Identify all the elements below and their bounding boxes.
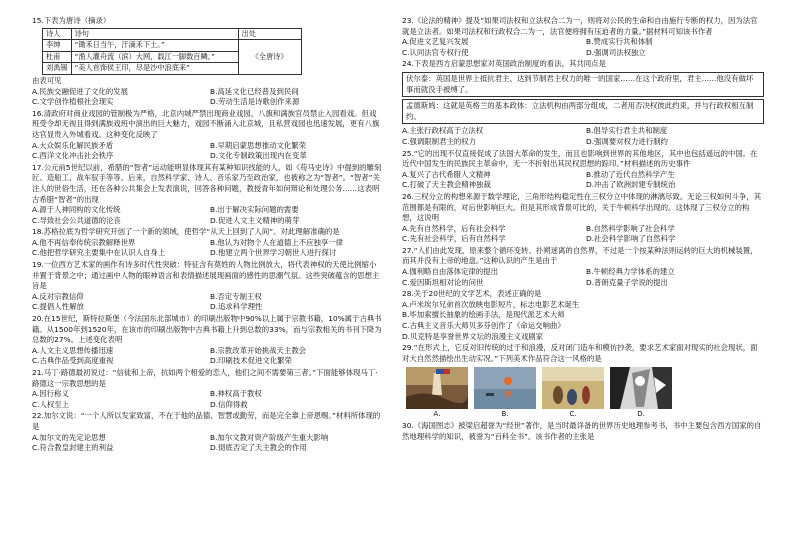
painting-option-b[interactable] xyxy=(474,367,536,420)
option-a[interactable]: A.他不再信奉传统宗教解释世界 xyxy=(32,237,136,247)
question-stem: 24.下表是西方启蒙思想家对英国政治制度的看法，其共同点是 xyxy=(402,59,606,69)
painting-option-a[interactable] xyxy=(406,367,468,420)
options xyxy=(402,126,764,147)
quote-box xyxy=(402,72,764,97)
option-c[interactable]: C.提倡人性解放 xyxy=(32,302,84,312)
option-d[interactable]: D.促进人文主义精神的萌芽 xyxy=(210,215,300,225)
question-tail: 由表可见 xyxy=(32,75,62,85)
question-18 xyxy=(32,227,382,259)
option-c[interactable]: C.人权至上 xyxy=(32,399,70,409)
question-23 xyxy=(402,16,764,58)
option-d[interactable]: D.贝克特是享誉世界文坛的浪漫主义戏剧家 xyxy=(402,331,544,341)
poem-table xyxy=(42,28,302,75)
option-label: C. xyxy=(569,410,577,419)
question-15 xyxy=(32,16,382,108)
option-b[interactable]: B.否定专制王权 xyxy=(210,291,262,301)
option-a[interactable]: A.主张行政权高于立法权 xyxy=(402,126,484,136)
option-c[interactable]: C.古典主义音乐大师贝多芬创作了《命运交响曲》 xyxy=(402,321,565,331)
question-25 xyxy=(402,149,764,191)
option-d[interactable]: D.他建立两个世界学习朝世人进行探讨 xyxy=(210,248,337,258)
question-stem: 17.公元前5世纪以前，希腊的“智者”运动能明显体现其有某种知识找能的人，如《苟马史诗》中提到的雕刻匠、造船工、战车驭手等等。后来，自然科学家、诗人、音乐家乃至政治家，也被称之为“智者”。“智者”关注人的世俗生活，还在各种公共集会上发表演说，回答各种问题，教授青年如何辩论和处理公务……这表明古希腊“智者”的出现 xyxy=(32,162,382,204)
options xyxy=(32,238,382,259)
quote-montesquieu: 孟德斯鸠：这就是英格兰的基本政体：立法机构由两部分组成，二者用否决权彼此约束，并与行政权相互制约。 xyxy=(406,101,754,121)
option-b[interactable]: B.毕加索擅长抽象的绘画手法，是现代派艺术大师 xyxy=(402,310,565,320)
table-cell-poet: 李绅 xyxy=(43,40,72,52)
question-stem: 20.在15世纪，斯特拉斯堡（今法国东北部城市）的印刷出版物中90%以上属于宗教书籍，10%属于古典书籍。从1500年到1520年，在该市的印刷出版物中古典书籍上升到总数的33%，而与宗教相关的书刊下降为总数的27%。上述变化表明 xyxy=(32,314,382,345)
option-d[interactable]: D.强调要对权力进行制约 xyxy=(586,136,668,146)
question-stem: 16.清政府对商业戏园的管制极为严格，北京内城严禁出现商业戏园，八旗和满族官员禁止入园看戏。但戏班受令却无视且得到满族戏班中演出的巨大魅力，戏园不断涌入北京城，且私营戏园也迅速发展，更有八旗达官显贵入外城看戏。这种变化反映了 xyxy=(32,108,380,139)
option-a[interactable]: A.反对宗教信仰 xyxy=(32,291,84,301)
option-d[interactable]: D.追求科学理性 xyxy=(210,302,263,312)
question-stem: 29.“在形式上，它反对旧传统的过于和浪漫，反对闭门造车和模仿抄袭，要求艺术家面对现实的社会现状，面对大自然然描绘出生动实况。”下列美术作品符合这一风格的是 xyxy=(402,343,758,363)
option-c[interactable]: C.西洋文化冲击社会秩序 xyxy=(32,151,114,161)
option-a[interactable]: A.源于人神同构的文化传统 xyxy=(32,205,121,215)
options xyxy=(32,205,382,226)
option-d[interactable]: D.彻底否定了天主教会的作用 xyxy=(210,443,307,453)
question-stem: 30.《海国图志》被梁启超誉为“经世”著作，是当时最详备的世界历史地理参考书，书中主要包含西方国家的自然地理科学的知识，被誉为“百科全书”。该书作者的主张是 xyxy=(402,421,762,441)
question-17 xyxy=(32,163,382,227)
option-b[interactable]: B.牛顿经典力学体系的建立 xyxy=(586,267,675,277)
option-a[interactable]: A.加尔文的先定论思想 xyxy=(32,432,106,442)
options xyxy=(32,346,382,367)
option-c[interactable]: C.爱因斯坦相对论的问世 xyxy=(402,277,484,287)
option-a[interactable]: A.民族交融促进了文化的发展 xyxy=(32,86,128,96)
table-cell-source: 《全唐诗》 xyxy=(238,40,301,75)
question-stem: 27.“人们由此发现，原来整个循环变转、扑朔迷离的自然界，不过是一个按某种法则运转的巨大的机械装置，而其并没有上帝的地盘。”这种认识的产生是由于 xyxy=(402,245,758,266)
option-b[interactable]: B.赞成实行共和体制 xyxy=(586,37,653,47)
option-b[interactable]: B.出于解决实际问题的需要 xyxy=(210,205,299,215)
option-d[interactable]: D.劳动生活是诗歌创作来源 xyxy=(210,97,300,107)
option-c[interactable]: C.符合教皇封建主的利益 xyxy=(32,443,114,453)
option-label: A. xyxy=(433,410,441,419)
option-d[interactable]: D.普朗克量子学说的提出 xyxy=(586,277,668,287)
question-stem: 23.《论法的精神》提及“如果司法权和立法权合二为一，则将对公民的生命和自由施行专断的权力，因为法官就是立法者。如果司法权和行政权合二为一，法官便将拥有压迫者的力量。”据材料可知该书作者 xyxy=(402,16,758,36)
option-b[interactable]: B.他认为对物个人在道德上不应独享一律 xyxy=(210,237,344,247)
question-30 xyxy=(402,421,764,442)
quote-box xyxy=(402,99,764,124)
question-stem: 26.三权分立的构想来源于数学理论，三角形结构稳定性在三权分立中体现的淋漓尽致。无论三权如何斗争，其范围都是有限的，对后世影响巨大。但是其形成背景可比的，关于牛顿科学出现的。这体现了三权分立的构想，这说明 xyxy=(402,191,762,223)
question-stem: 21.马丁·路德最初说过：“信徒和上帝，抗如两个相爱的恋人，他们之间不需要第三者。”下面能够体现马丁·路德这一宗教思想的是 xyxy=(32,368,378,388)
painting-option-d[interactable] xyxy=(610,367,672,420)
question-stem: 15.下表为唐诗（摘录） xyxy=(32,16,111,25)
option-c[interactable]: C.导致社会公共道德的沦丧 xyxy=(32,215,121,225)
option-label: B. xyxy=(501,410,509,419)
option-b[interactable]: B.早期启蒙思想推动文化繁荣 xyxy=(210,140,307,150)
question-26 xyxy=(402,192,764,245)
table-cell-poet: 刘禹锡 xyxy=(43,63,72,75)
table-cell-line: “锄禾日当午，汗滴禾下土。” xyxy=(71,40,238,52)
options xyxy=(32,141,382,162)
options xyxy=(402,224,764,245)
options xyxy=(32,292,382,313)
option-a[interactable]: A.复兴了古代希腊人文精神 xyxy=(402,169,491,179)
left-column xyxy=(32,16,382,455)
option-a[interactable]: A.因行称义 xyxy=(32,389,69,399)
option-d[interactable]: D.强调司法权独立 xyxy=(586,47,646,57)
question-27 xyxy=(402,246,764,288)
option-b[interactable]: B.推动了近代自然科学产生 xyxy=(586,169,675,179)
painting-guernica-icon xyxy=(610,367,672,409)
table-cell-line: “美人首饰侯王印，尽是沙中浪底来” xyxy=(71,63,238,75)
option-a[interactable]: A.促进文艺复兴发展 xyxy=(402,37,469,47)
option-c[interactable]: C.打破了天主教会精神独裁 xyxy=(402,180,491,190)
option-c[interactable]: C.认同法官专权行使 xyxy=(402,47,469,57)
painting-row xyxy=(406,367,764,420)
option-c[interactable]: C.他把哲学研究主要集中在认识人自身上 xyxy=(32,248,166,258)
option-c[interactable]: C.文学创作植根社会现实 xyxy=(32,97,114,107)
option-b[interactable]: B.倡导实行君主共和制度 xyxy=(586,126,668,136)
options xyxy=(402,267,764,288)
question-stem: 19.一位西方艺术家的画作有诗多时代性突破：特征含有莫姓的人物比例放大，将代表神权的天使比例缩小并置于背景之中；通过画中人物的眼神语言和表情描述展现画面的感性的思潮气氛。这些突破蕴含的思想主旨是 xyxy=(32,260,380,291)
table-header-source: 出处 xyxy=(238,28,301,40)
table-header-poet: 诗人 xyxy=(43,28,72,40)
painting-liberty-icon xyxy=(406,367,468,409)
options xyxy=(32,389,382,410)
question-20 xyxy=(32,314,382,367)
painting-option-c[interactable] xyxy=(542,367,604,420)
option-c[interactable]: C.先有社会科学，后有自然科学 xyxy=(402,234,506,244)
question-29 xyxy=(402,343,764,420)
painting-sunrise-icon xyxy=(474,367,536,409)
painting-gleaners-icon xyxy=(542,367,604,409)
question-stem: 28.关于20世纪的文学艺术，表述正确的是 xyxy=(402,289,542,299)
option-b[interactable]: B.自然科学影响了社会科学 xyxy=(586,223,675,233)
options xyxy=(402,300,764,342)
option-label: D. xyxy=(637,410,645,419)
option-d[interactable]: D.文化专制政策出现内在变革 xyxy=(210,151,307,161)
option-b[interactable]: B.宗教改革开始挑战天主教会 xyxy=(210,345,307,355)
option-b[interactable]: B.高延文化已经普及到民间 xyxy=(210,86,299,96)
option-a[interactable]: A.先有自然科学，后有社会科学 xyxy=(402,223,506,233)
option-d[interactable]: D.社会科学影响了自然科学 xyxy=(586,234,676,244)
option-d[interactable]: D.信仰得救 xyxy=(210,399,248,409)
table-cell-line: “渔人灌舟流（滨）大网，载江一脚数百鳞。” xyxy=(71,51,238,63)
option-b[interactable]: B.加尔文教对资产阶级产生重大影响 xyxy=(210,432,329,442)
option-c[interactable]: C.古典作品受到高度重视 xyxy=(32,356,114,366)
right-column xyxy=(402,16,764,443)
question-28 xyxy=(402,289,764,342)
options xyxy=(402,170,764,191)
quote-voltaire: 伏尔泰：英国是世界上抵抗君主、达到节制君主权力的唯一的国家……在这个政府里，君主……他没有做坏事而就没手被缚了。 xyxy=(406,73,754,94)
option-a[interactable]: A.大众娱乐化解民族矛盾 xyxy=(32,140,114,150)
option-d[interactable]: D.冲击了欧洲封建专制统治 xyxy=(586,180,676,190)
question-24 xyxy=(402,59,764,147)
question-stem: 22.加尔文说：“一个人所以发家致富，不在于他的品德、智慧或勤劳，而是完全靠上帝恩赐。”材料所体现的是 xyxy=(32,411,381,431)
question-22 xyxy=(32,411,382,453)
question-stem: 18.苏格拉底为哲学研究开创了一个新的领域，使哲学“从天上回到了人间”。对此理解准确的是 xyxy=(32,227,340,237)
question-stem: 25.“它的出现不仅直接促成了法国大革命的发生，而且也影响到世界的其他地区，其中也包括遥远的中国。在近代中国发生的民族民主革命中，无一不折射出其民权思想的踪印。”材料描述的历史事件 xyxy=(402,148,758,169)
option-a[interactable]: A.卢米埃尔兄弟首次放映电影短片，标志电影艺术诞生 xyxy=(402,299,580,309)
options xyxy=(32,87,382,108)
option-a[interactable]: A.人文主义思想传播迅速 xyxy=(32,345,114,355)
question-21 xyxy=(32,368,382,410)
table-cell-poet: 杜甫 xyxy=(43,51,72,63)
question-19 xyxy=(32,260,382,313)
table-header-line: 诗句 xyxy=(71,28,238,40)
options xyxy=(32,433,382,454)
options xyxy=(402,37,764,58)
option-b[interactable]: B.神权高于教权 xyxy=(210,389,262,399)
option-a[interactable]: A.伽利略自由落体定律的提出 xyxy=(402,267,498,277)
option-d[interactable]: D.印刷技术促进文化繁荣 xyxy=(210,356,292,366)
option-c[interactable]: C.强调限制君主的权力 xyxy=(402,136,477,146)
question-16 xyxy=(32,109,382,162)
